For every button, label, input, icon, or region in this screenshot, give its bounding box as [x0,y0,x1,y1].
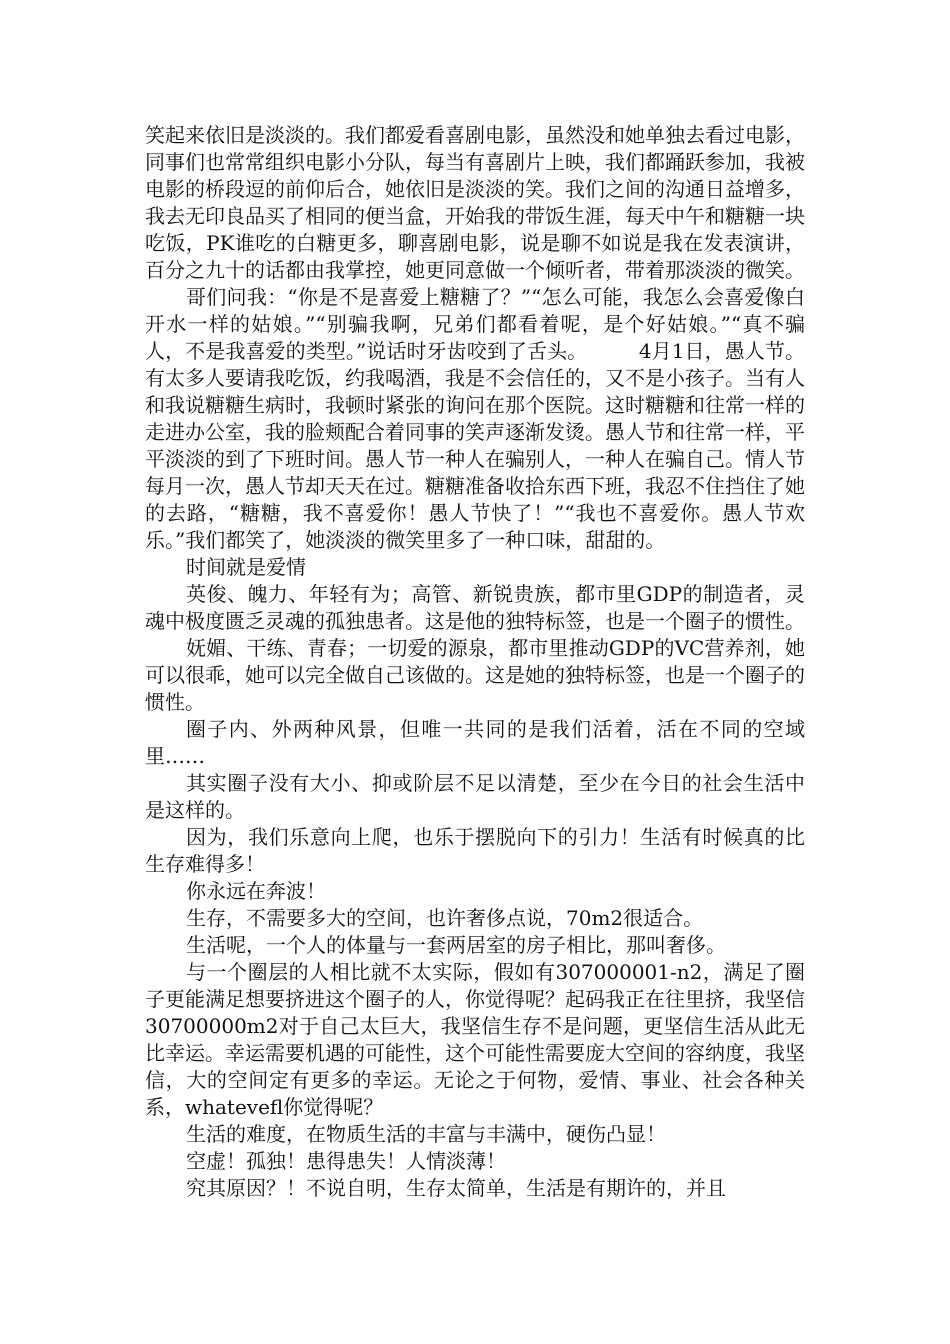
paragraph-always-rushing: 你永远在奔波！ [186,879,326,903]
paragraph-her-label: 妩媚、干练、青春；一切爱的源泉，都市里推动GDP的VC营养剂，她可以很乖，她可以完全做自己该做的。这是她的独特标签，也是一个圈子的惯性。 [145,636,805,714]
paragraph-circle-size: 其实圈子没有大小、抑或阶层不足以清楚，至少在今日的社会生活中是这样的。 [145,771,805,822]
paragraph-living-luxury: 生活呢，一个人的体量与一套两居室的房子相比，那叫奢侈。 [186,933,726,957]
paragraph-survival-space: 生存，不需要多大的空间，也许奢侈点说，70m2很适合。 [186,906,704,930]
document-body [145,122,805,1202]
paragraph-two-sceneries: 圈子内、外两种风景，但唯一共同的是我们活着，活在不同的空域里…… [145,717,805,768]
paragraph-april-fools: 哥们问我：“你是不是喜爱上糖糖了？”“怎么可能，我怎么会喜爱像白开水一样的姑娘。”“别骗我啊，兄弟们都看着呢，是个好姑娘。”“真不骗人，不是我喜爱的类型。”说话时牙齿咬到了舌头。 4月1日，愚人节。有太多人要请我吃饭，约我喝酒，我是不会信任的，又不是小孩子。当有人和我说糖糖生病时，我顿时紧张的询问在那个医院。这时糖糖和往常一样的走进办公室，我的脸颊配合着同事的笑声逐渐发烫。愚人节和往常一样，平平淡淡的到了下班时间。愚人节一种人在骗别人，一种人在骗自己。情人节每月一次，愚人节却天天在过。糖糖准备收拾东西下班，我忍不住挡住了她的去路，“糖糖，我不喜爱你！愚人节快了！”“我也不喜爱你。愚人节欢乐。”我们都笑了，她淡淡的微笑里多了一种口味，甜甜的。 [145,285,805,552]
paragraph-his-label: 英俊、魄力、年轻有为；高管、新锐贵族，都市里GDP的制造者，灵魂中极度匮乏灵魂的孤独患者。这是他的独特标签，也是一个圈子的惯性。 [145,582,805,633]
paragraph-circle-comparison: 与一个圈层的人相比就不太实际，假如有307000001-n2，满足了圈子更能满足想要挤进这个圈子的人，你觉得呢？起码我正在往里挤，我坚信30700000m2对于自己太巨大，我坚信生存不是问题，更坚信生活从此无比幸运。幸运需要机遇的可能性，这个可能性需要庞大空间的容纳度，我坚信，大的空间定有更多的幸运。无论之于何物，爱情、事业、社会各种关系，whatevefl你觉得呢？ [145,960,805,1119]
paragraph-office-story: 笑起来依旧是淡淡的。我们都爱看喜剧电影，虽然没和她单独去看过电影，同事们也常常组织电影小分队，每当有喜剧片上映，我们都踊跃参加，我被电影的桥段逗的前仰后合，她依旧是淡淡的笑。我们之间的沟通日益增多，我去无印良品买了相同的便当盒，开始我的带饭生涯，每天中午和糖糖一块吃饭，PK谁吃的白糖更多，聊喜剧电影，说是聊不如说是我在发表演讲，百分之九十的话都由我掌控，她更同意做一个倾听者，带着那淡淡的微笑。 [145,123,805,282]
section-heading: 时间就是爱情 [186,555,306,579]
paragraph-emptiness: 空虚！孤独！患得患失！人情淡薄！ [186,1149,506,1173]
paragraph-climb-up: 因为，我们乐意向上爬，也乐于摆脱向下的引力！生活有时候真的比生存难得多！ [145,825,805,876]
paragraph-difficulty: 生活的难度，在物质生活的丰富与丰满中，硬伤凸显！ [186,1122,666,1146]
paragraph-reason: 究其原因？！不说自明，生存太简单，生活是有期许的，并且 [186,1176,726,1200]
